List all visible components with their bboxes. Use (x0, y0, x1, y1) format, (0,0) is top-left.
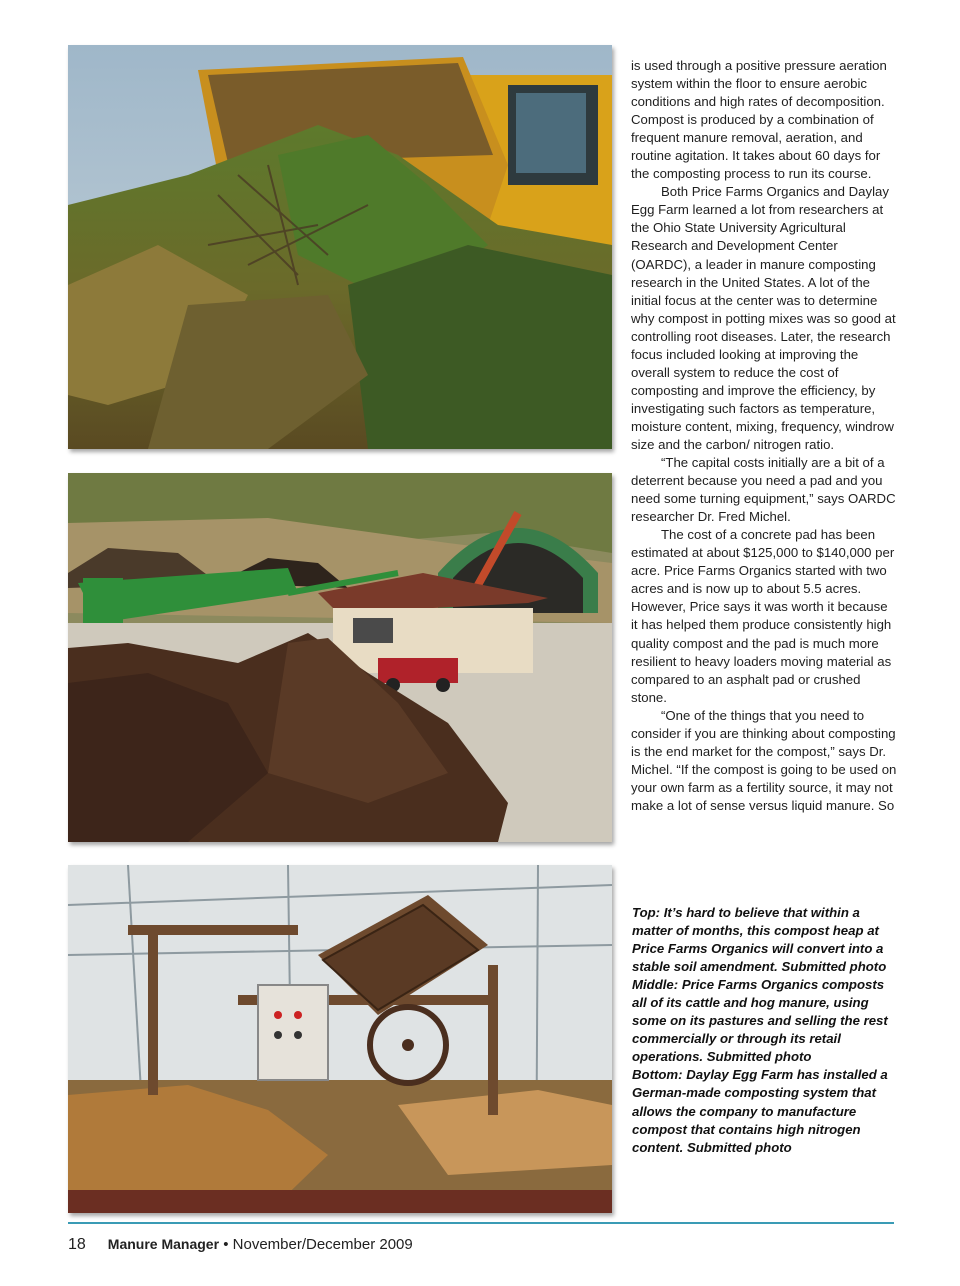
footer-rule (68, 1222, 894, 1224)
magazine-name: Manure Manager (107, 1236, 220, 1252)
article-paragraph: is used through a positive pressure aeration system within the floor to ensure aerobic conditions and high rates of decomposition. Compost is produced by a combination of frequent manure removal, aeration, and routine agitation. It takes about 60 days for the composting process to run its course. (631, 58, 887, 182)
footer-separator: • (219, 1236, 233, 1253)
issue-date: November/December 2009 (232, 1236, 413, 1253)
photo-composting-machine (68, 865, 612, 1213)
page-footer (68, 1236, 413, 1254)
article-paragraph: Both Price Farms Organics and Daylay Egg Farm learned a lot from researchers at the Ohio State University Agricultural Research and Development Center (OARDC), a leader in manure composting research in the United States. A lot of the initial focus at the center was to determine why compost in potting mixes was so good at controlling root diseases. Later, the research focus included looking at improving the overall system to reduce the cost of composting and improve the efficiency, by investigating such factors as temperature, moisture content, mixing, frequency, windrow size and the carbon/ nitrogen ratio. (631, 184, 896, 452)
photo-captions (632, 904, 896, 1157)
caption-top: Top: It’s hard to believe that within a matter of months, this compost heap at Price Farms Organics will convert into a stable soil amendment. Submitted photo (632, 905, 887, 975)
photo-compost-pad-screener (68, 473, 612, 842)
page-number: 18 (68, 1236, 86, 1253)
article-paragraph: “The capital costs initially are a bit of a deterrent because you need a pad and you need some turning equipment,” says OARDC researcher Dr. Fred Michel. (631, 455, 896, 525)
caption-bottom: Bottom: Daylay Egg Farm has installed a German-made composting system that allows the company to manufacture compost that contains high nitrogen content. Submitted photo (632, 1067, 888, 1155)
article-paragraph: “One of the things that you need to consider if you are thinking about composting is the end market for the compost,” says Dr. Michel. “If the compost is going to be used on your own farm as a fertility source, it may not make a lot of sense versus liquid manure. So (631, 707, 897, 813)
photo-compost-heap-loader (68, 45, 612, 449)
article-paragraph: The cost of a concrete pad has been estimated at about $125,000 to $140,000 per acre. Price Farms Organics started with two acres and is now up to about 5.5 acres. However, Price says it was worth it because it has helped them produce consistently high quality compost and the pad is much more resilient to heavy loaders moving material as compared to an asphalt pad or crushed stone. (631, 527, 895, 705)
article-body (631, 57, 897, 815)
caption-middle: Middle: Price Farms Organics composts all of its cattle and hog manure, using some on its pastures and selling the rest commercially or through its retail operations. Submitted photo (632, 977, 888, 1065)
